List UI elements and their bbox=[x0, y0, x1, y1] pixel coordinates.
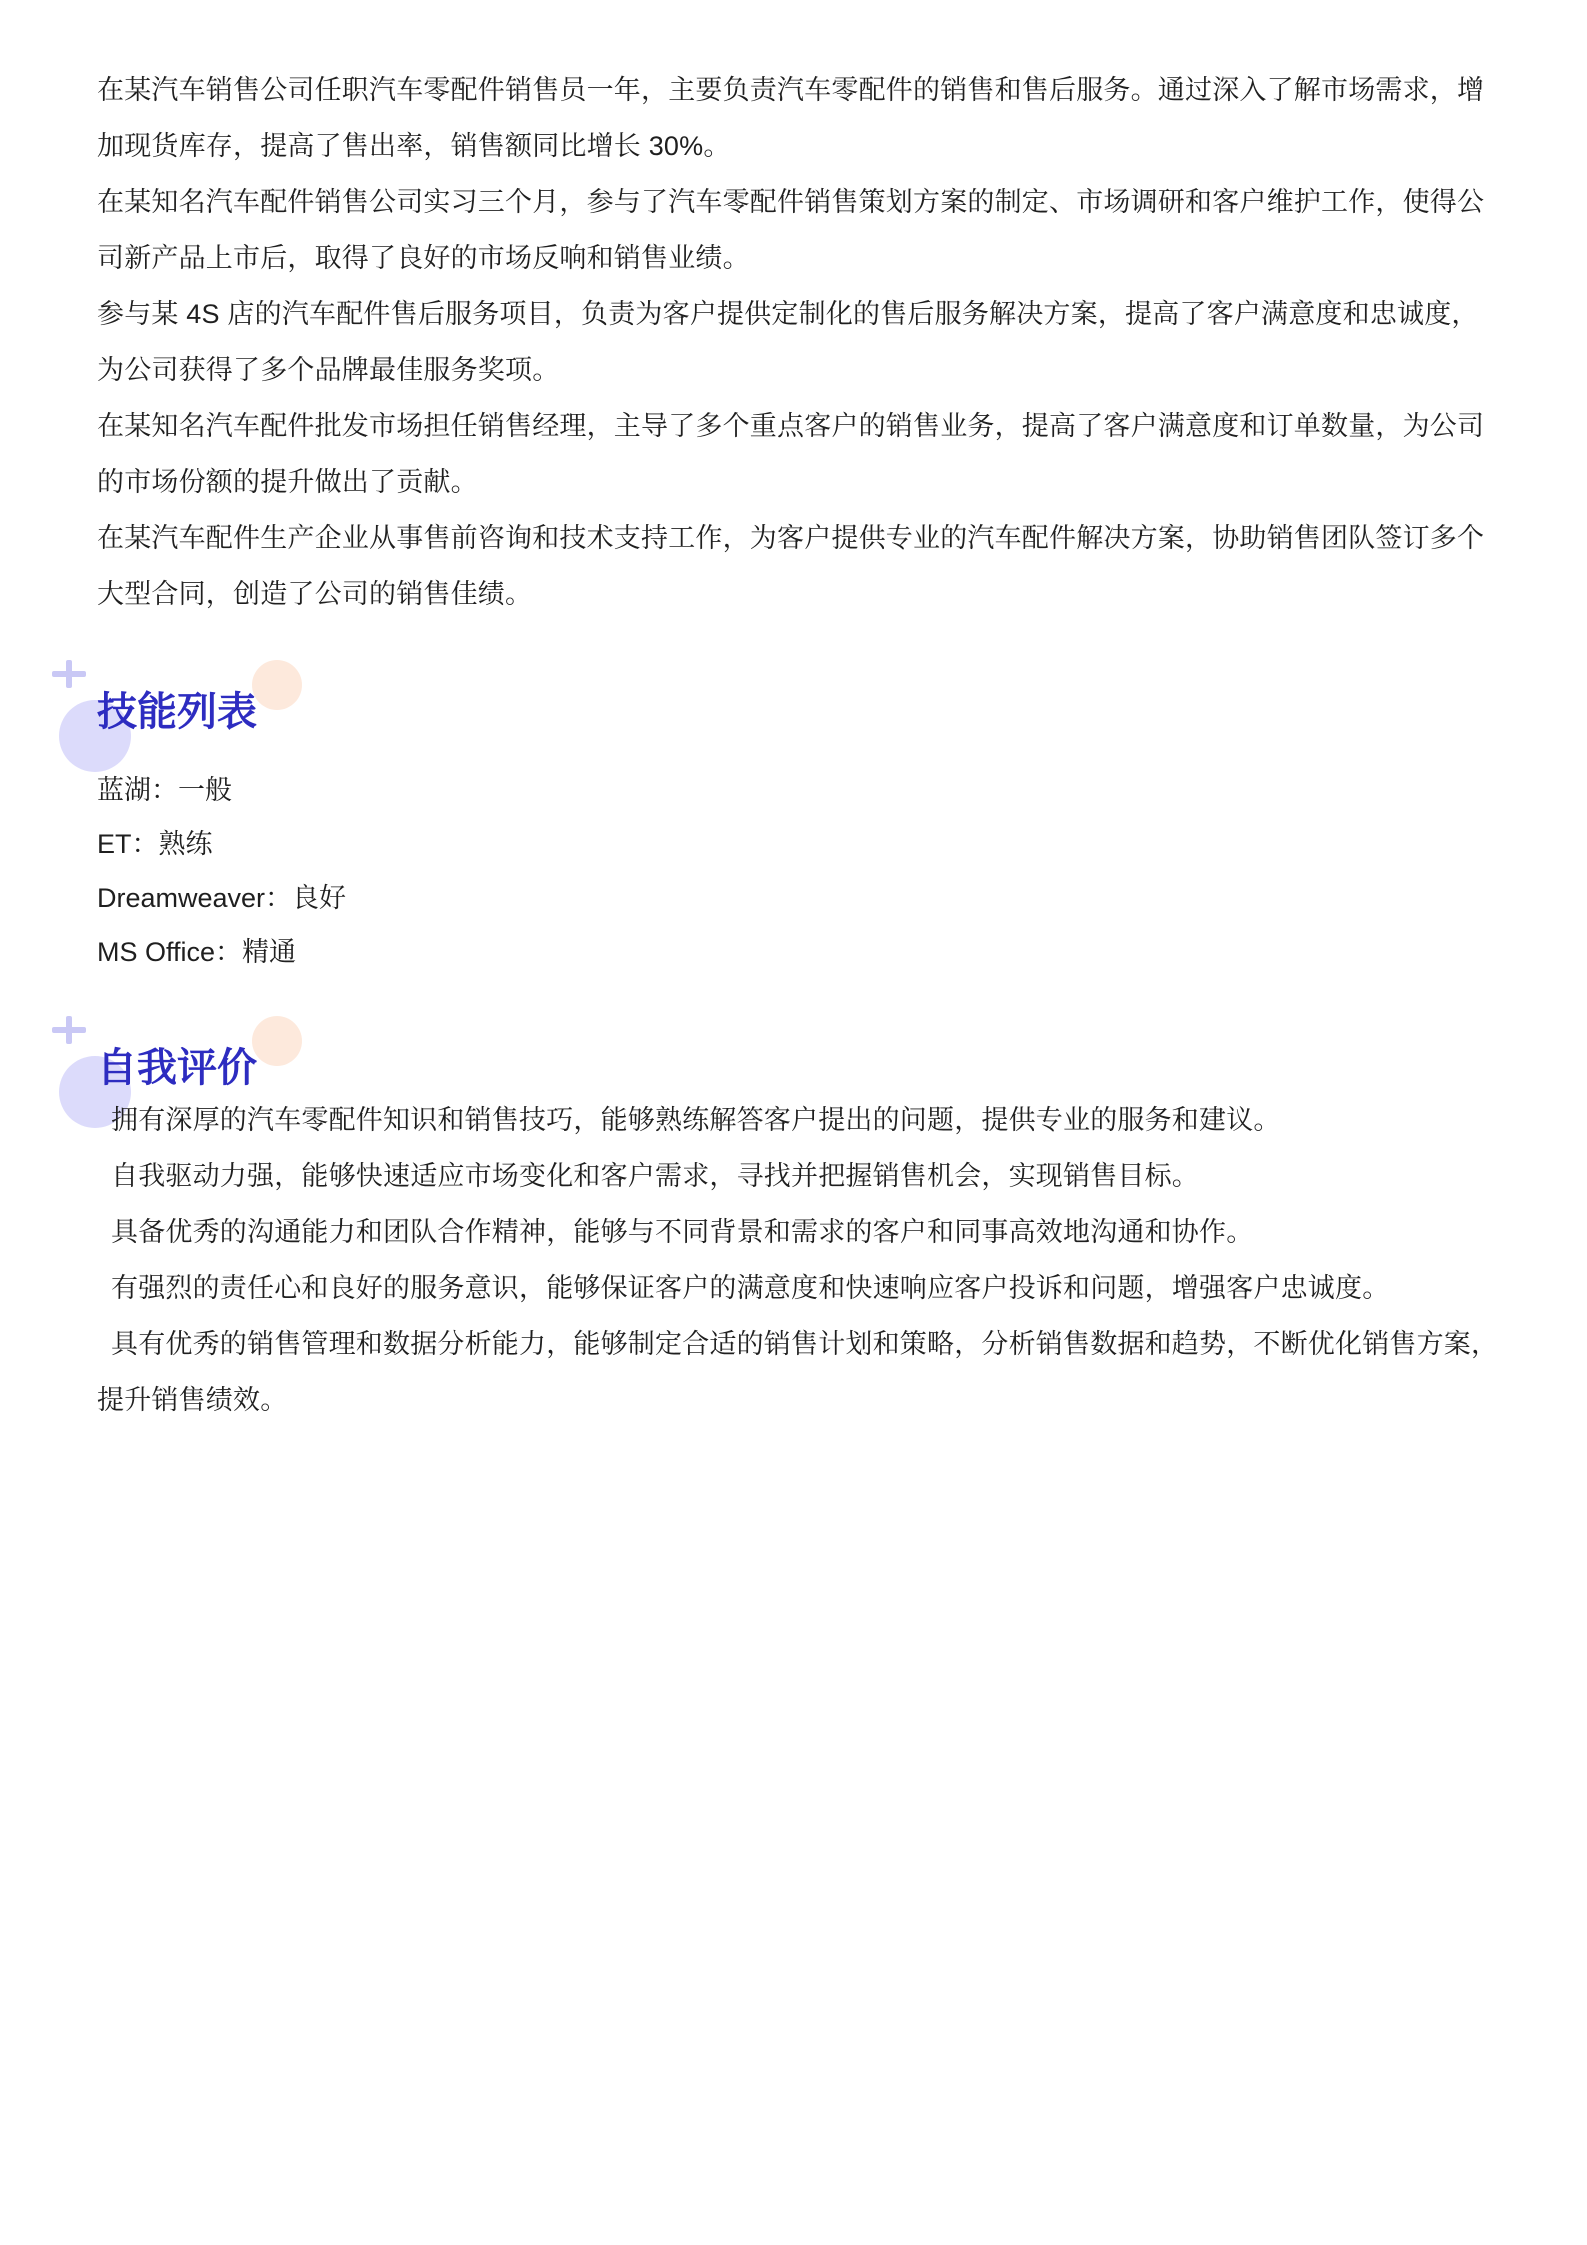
self-evaluation-paragraph: 自我驱动力强，能够快速适应市场变化和客户需求，寻找并把握销售机会，实现销售目标。 bbox=[111, 1161, 1199, 1191]
self-evaluation-paragraph: 具备优秀的沟通能力和团队合作精神，能够与不同背景和需求的客户和同事高效地沟通和协作。 bbox=[111, 1217, 1254, 1247]
peach-circle-decoration bbox=[252, 660, 302, 710]
skill-item: MS Office：精通 bbox=[97, 937, 297, 967]
skills-title: 技能列表 bbox=[97, 690, 257, 734]
skill-item: Dreamweaver：良好 bbox=[97, 883, 347, 913]
self-evaluation-title: 自我评价 bbox=[97, 1046, 257, 1090]
self-evaluation-paragraph: 拥有深厚的汽车零配件知识和销售技巧，能够熟练解答客户提出的问题，提供专业的服务和建议。 bbox=[111, 1105, 1281, 1135]
plus-decoration-icon bbox=[52, 660, 88, 688]
experience-paragraph: 在某汽车配件生产企业从事售前咨询和技术支持工作，为客户提供专业的汽车配件解决方案，协助销售团队签订多个大型合同，创造了公司的销售佳绩。 bbox=[97, 523, 1485, 609]
experience-paragraph: 在某汽车销售公司任职汽车零配件销售员一年，主要负责汽车零配件的销售和售后服务。通过深入了解市场需求，增加现货库存，提高了售出率，销售额同比增长 30%。 bbox=[97, 75, 1485, 161]
skill-item: ET：熟练 bbox=[97, 829, 213, 859]
experience-paragraph: 在某知名汽车配件销售公司实习三个月，参与了汽车零配件销售策划方案的制定、市场调研和客户维护工作，使得公司新产品上市后，取得了良好的市场反响和销售业绩。 bbox=[97, 187, 1485, 273]
self-evaluation-section bbox=[97, 1092, 1502, 1428]
self-evaluation-paragraph: 具有优秀的销售管理和数据分析能力，能够制定合适的销售计划和策略，分析销售数据和趋势，不断优化销售方案，提升销售绩效。 bbox=[97, 1329, 1499, 1415]
peach-circle-decoration bbox=[252, 1016, 302, 1066]
skills-list bbox=[97, 763, 346, 979]
self-evaluation-paragraph: 有强烈的责任心和良好的服务意识，能够保证客户的满意度和快速响应客户投诉和问题，增强客户忠诚度。 bbox=[111, 1273, 1390, 1303]
skill-item: 蓝湖：一般 bbox=[97, 775, 232, 805]
experience-paragraph: 参与某 4S 店的汽车配件售后服务项目，负责为客户提供定制化的售后服务解决方案，提高了客户满意度和忠诚度，为公司获得了多个品牌最佳服务奖项。 bbox=[97, 299, 1479, 385]
experience-section bbox=[97, 62, 1502, 622]
plus-decoration-icon bbox=[52, 1016, 88, 1044]
experience-paragraph: 在某知名汽车配件批发市场担任销售经理，主导了多个重点客户的销售业务，提高了客户满意度和订单数量，为公司的市场份额的提升做出了贡献。 bbox=[97, 411, 1485, 497]
